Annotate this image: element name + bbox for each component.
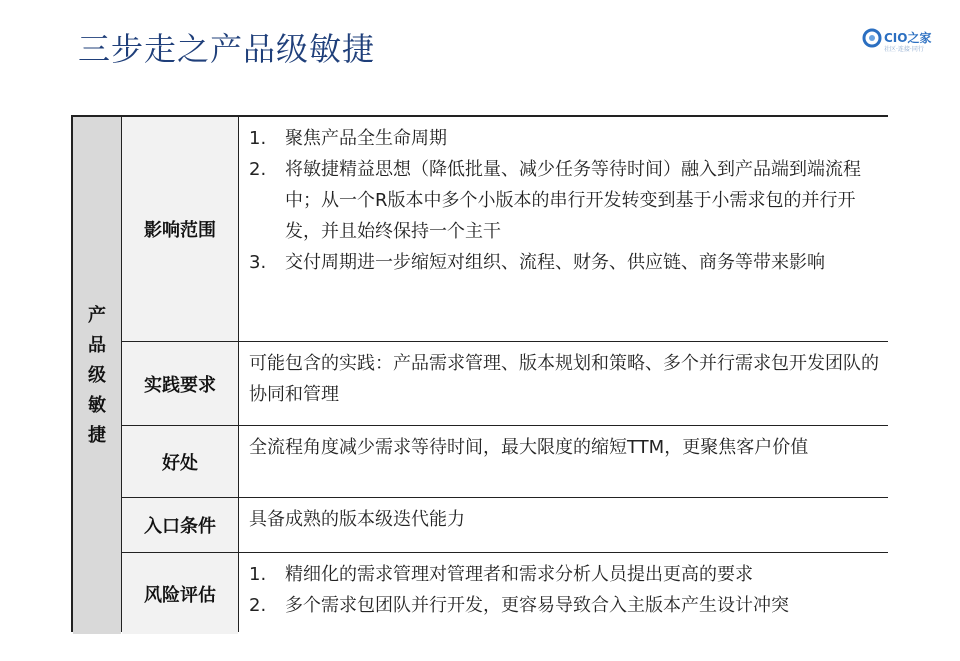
list-item [249, 154, 880, 247]
list-text: 将敏捷精益思想（降低批量、减少任务等待时间）融入到产品端到端流程中；从一个R版本中多个小版本的串行开发转变到基于小需求包的并行开发，并且始终保持一个主干 [285, 159, 861, 242]
row-label-benefits: 好处 [122, 426, 238, 497]
agility-table [71, 115, 888, 632]
list-number: 1. [249, 564, 267, 585]
logo-name: CIO之家 [884, 31, 932, 45]
list-item [249, 559, 880, 590]
side-char: 品 [88, 334, 106, 356]
row-content-impact-scope [239, 117, 890, 341]
row-label-impact-scope: 影响范围 [122, 117, 238, 341]
side-label-product-agility [73, 117, 121, 634]
page-title: 三步走之产品级敏捷 [78, 30, 376, 68]
list-number: 2. [249, 159, 267, 180]
side-char: 级 [88, 364, 106, 386]
list-text: 精细化的需求管理对管理者和需求分析人员提出更高的要求 [285, 564, 753, 585]
list-item [249, 123, 880, 154]
list-number: 2. [249, 595, 267, 616]
row-content-benefits: 全流程角度减少需求等待时间，最大限度的缩短TTM，更聚焦客户价值 [239, 426, 890, 497]
side-char: 产 [88, 304, 106, 326]
row-label-entry-criteria: 入口条件 [122, 498, 238, 552]
list-item [249, 590, 880, 621]
list-text: 多个需求包团队并行开发，更容易导致合入主版本产生设计冲突 [285, 595, 789, 616]
risk-assessment-list [249, 559, 880, 621]
row-label-practice-requirements: 实践要求 [122, 342, 238, 425]
row-label-risk-assessment: 风险评估 [122, 553, 238, 634]
cio-logo [862, 28, 942, 54]
list-item [249, 247, 880, 278]
logo-icon [862, 28, 882, 48]
row-content-risk-assessment [239, 553, 890, 634]
list-number: 3. [249, 252, 267, 273]
list-number: 1. [249, 128, 267, 149]
row-content-entry-criteria: 具备成熟的版本级迭代能力 [239, 498, 890, 552]
row-content-practice-requirements: 可能包含的实践：产品需求管理、版本规划和策略、多个并行需求包开发团队的协同和管理 [239, 342, 890, 425]
impact-scope-list [249, 123, 880, 278]
side-char: 捷 [88, 424, 106, 446]
logo-tagline: 社区·连接·同行 [884, 46, 924, 53]
list-text: 交付周期进一步缩短对组织、流程、财务、供应链、商务等带来影响 [285, 252, 825, 273]
list-text: 聚焦产品全生命周期 [285, 128, 447, 149]
side-char: 敏 [88, 394, 106, 416]
